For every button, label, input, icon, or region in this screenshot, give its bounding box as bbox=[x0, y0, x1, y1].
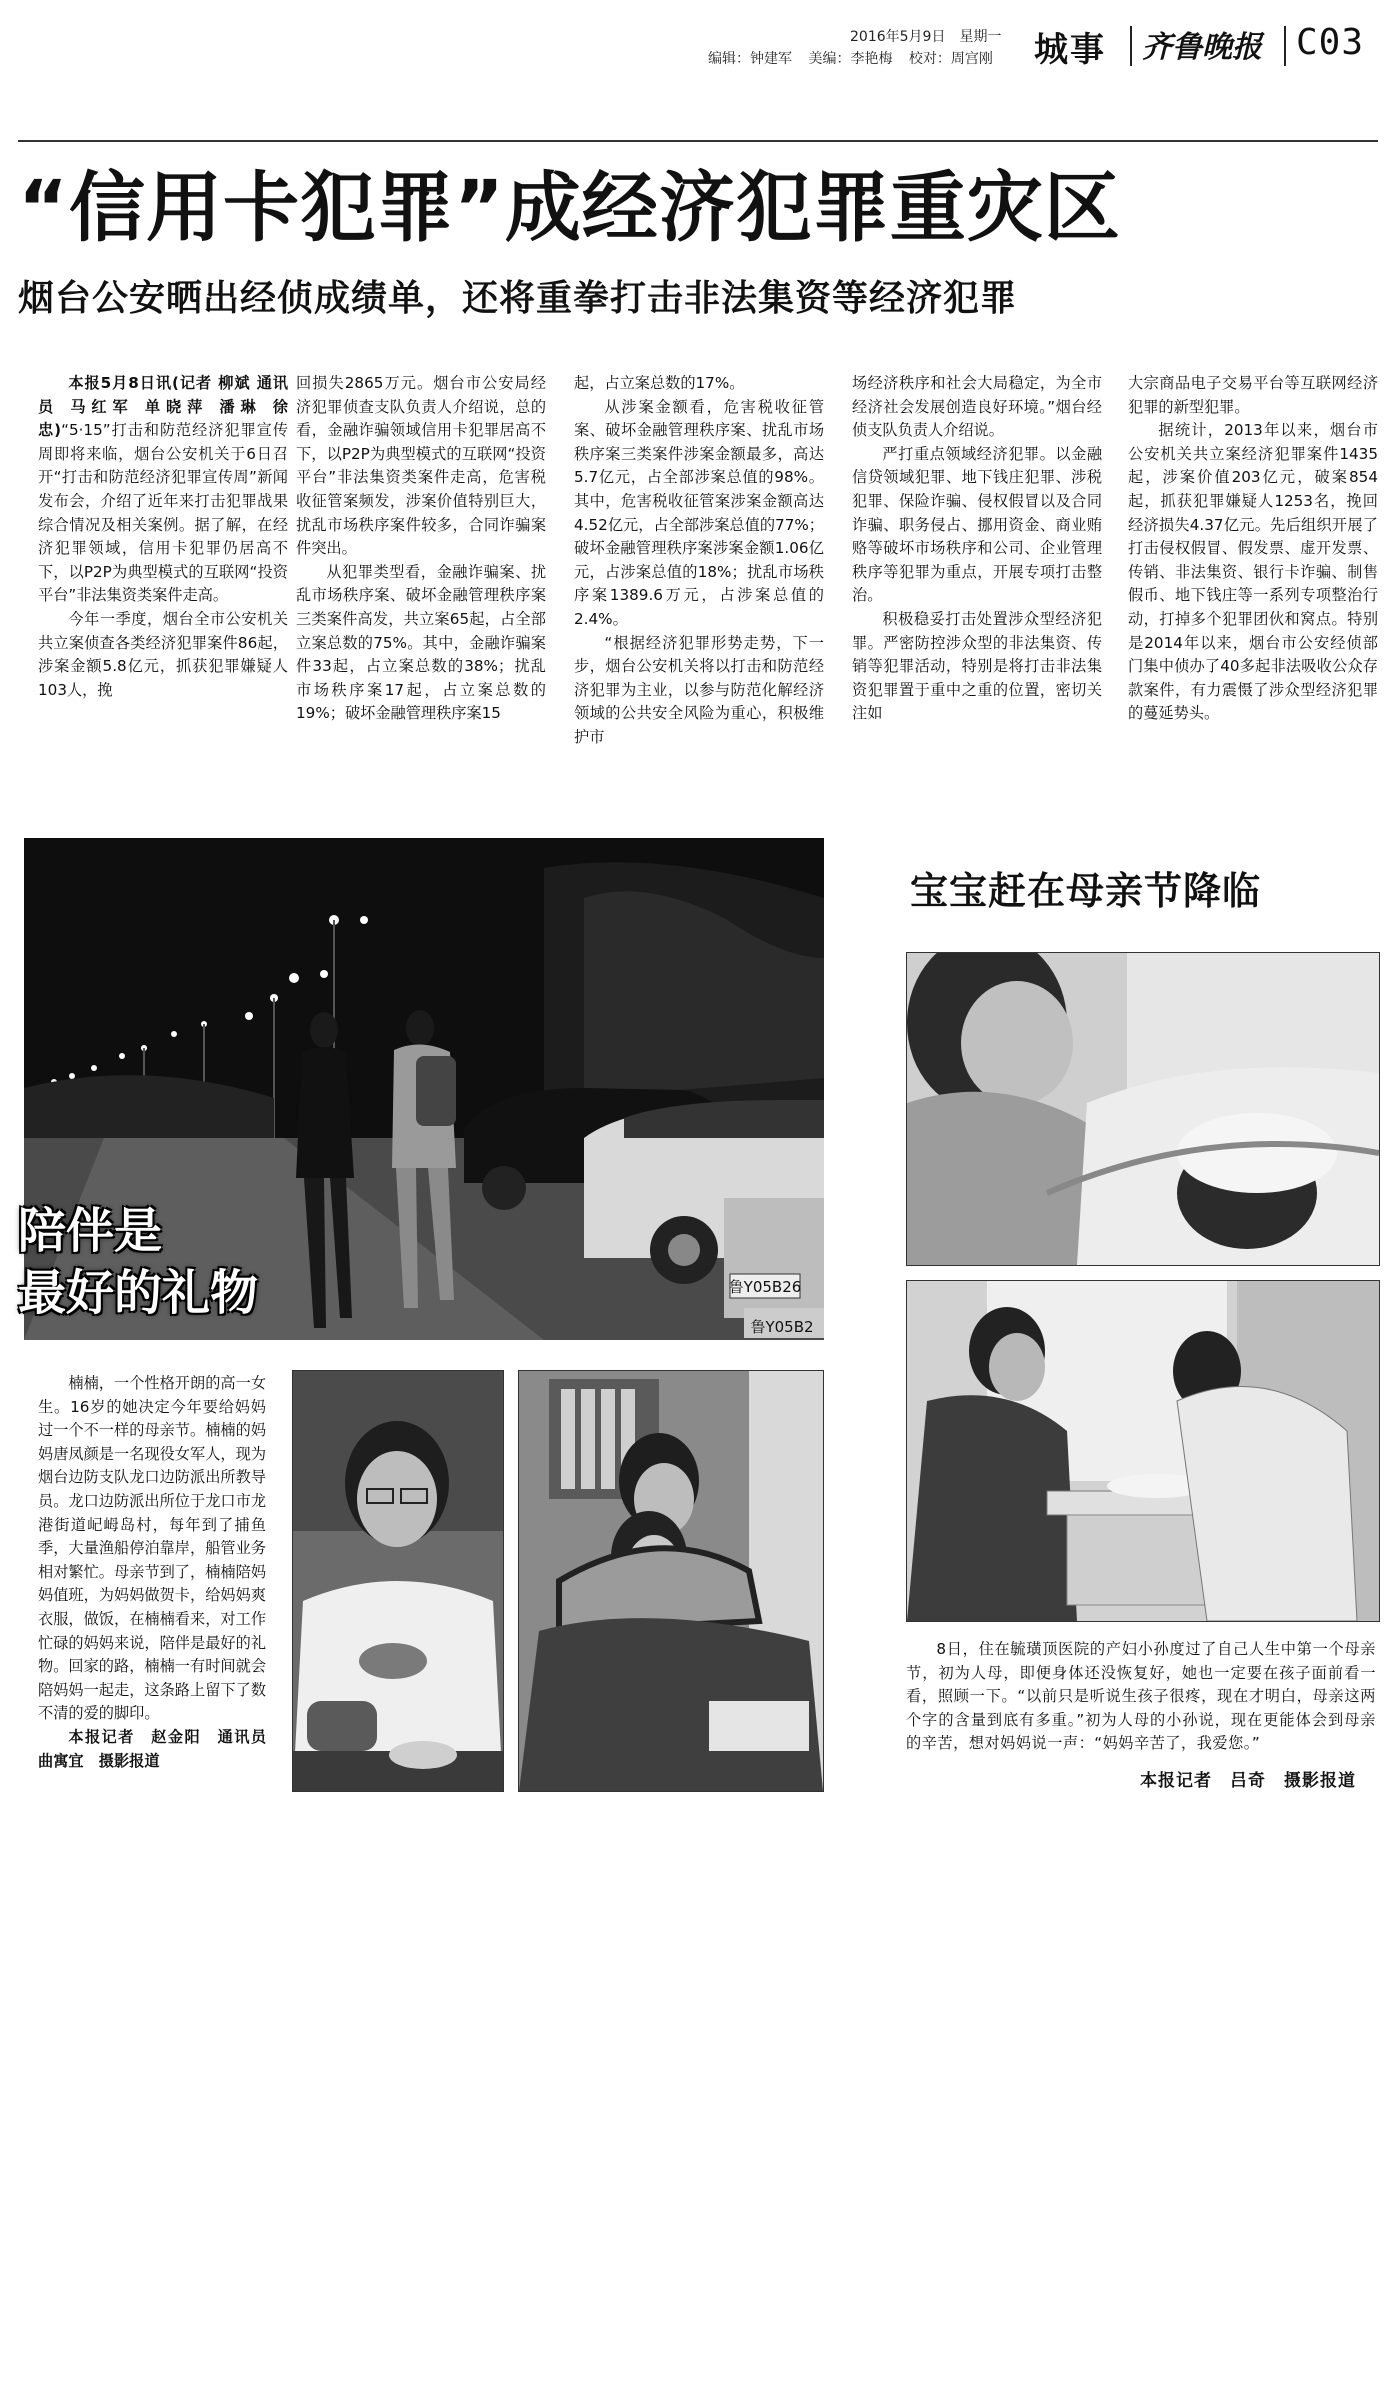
art-credit: 美编：李艳梅 bbox=[808, 51, 893, 67]
car-plate: 鲁Y05B2 bbox=[750, 1318, 814, 1336]
proof-credit: 校对：周宫刚 bbox=[908, 51, 993, 67]
story-byline: 本报记者 赵金阳 通讯员 曲寓宜 摄影报道 bbox=[38, 1727, 282, 1770]
article-paragraph: 回损失2865万元。烟台市公安局经济犯罪侦查支队负责人介绍说，总的看，金融诈骗领域信用卡犯罪居高不下，以P2P为典型模式的互联网“投资平台”非法集资类案件走高，危害税收征管案频发，涉案价值特别巨大，扰乱市场秩序案件较多，合同诈骗案件突出。 bbox=[296, 374, 546, 558]
left-photo-story bbox=[38, 1372, 282, 1773]
right-story-byline: 本报记者 吕奇 摄影报道 bbox=[1140, 1771, 1356, 1791]
ironing-photo bbox=[292, 1370, 504, 1792]
nurse-baby-photo bbox=[906, 1280, 1380, 1622]
section-name: 城事 bbox=[1034, 30, 1106, 70]
article-paragraph: 严打重点领域经济犯罪。以金融信贷领域犯罪、地下钱庄犯罪、涉税犯罪、保险诈骗、侵权假冒以及合同诈骗、职务侵占、挪用资金、商业贿赂等破坏市场秩序和公司、企业管理秩序等犯罪为重点，开展专项打击整治。 bbox=[852, 444, 1102, 605]
article-paragraph: 从涉案金额看，危害税收征管案、破坏金融管理秩序案、扰乱市场秩序案三类案件涉案金额最多，高达5.7亿元，占全部涉案总值的98%。其中，危害税收征管案涉案金额高达4.52亿元，占全部涉案总值的77%；破坏金融管理秩序案涉案金额1.06亿元，占涉案总值的18%；扰乱市场秩序案1389.6万元，占涉案总值的2.4%。 bbox=[574, 397, 824, 628]
article-column-3 bbox=[574, 372, 824, 750]
header-divider bbox=[1284, 26, 1286, 66]
article-paragraph: 大宗商品电子交易平台等互联网经济犯罪的新型犯罪。 bbox=[1128, 374, 1378, 416]
right-photo-story bbox=[906, 1638, 1376, 1756]
story-paragraph: 楠楠，一个性格开朗的高一女生。16岁的她决定今年要给妈妈过一个不一样的母亲节。楠楠的妈妈唐凤颜是一名现役女军人，现为烟台边防支队龙口边防派出所教导员。龙口边防派出所位于龙口市龙港街道屺㟂岛村，每年到了捕鱼季，大量渔船停泊靠岸，船管业务相对繁忙。母亲节到了，楠楠陪妈妈值班，为妈妈做贺卡，给妈妈爽衣服，做饭，在楠楠看来，对工作忙碌的妈妈来说，陪伴是最好的礼物。回家的路，楠楠一有时间就会陪妈妈一起走，这条路上留下了数不清的爱的脚印。 bbox=[38, 1374, 266, 1723]
car-plate: 鲁Y05B26 bbox=[728, 1278, 802, 1296]
photo-caption bbox=[18, 1200, 258, 1324]
article-column-2 bbox=[296, 372, 546, 726]
article-paragraph: 起，占立案总数的17%。 bbox=[574, 374, 745, 392]
article-paragraph: 场经济秩序和社会大局稳定，为全市经济社会发展创造良好环境。”烟台经侦支队负责人介绍说。 bbox=[852, 374, 1102, 440]
issue-date: 2016年5月9日 星期一 bbox=[850, 29, 1002, 45]
newspaper-logo: 齐鲁晚报 bbox=[1142, 30, 1262, 65]
article-paragraph: 据统计，2013年以来，烟台市公安机关共立案经济犯罪案件1435起，涉案价值203亿元，破案854起，抓获犯罪嫌疑人1253名，挽回经济损失4.37亿元。先后组织开展了打击侵权假冒、假发票、虚开发票、传销、非法集资、银行卡诈骗、制售假币、地下钱庄等一系列专项整治行动，打掉多个犯罪团伙和窝点。特别是2014年以来，烟台市公安经侦部门集中侦办了40多起非法吸收公众存款案件，有力震慑了涉众型经济犯罪的蔓延势头。 bbox=[1128, 421, 1378, 723]
editor-credit: 编辑：钟建军 bbox=[708, 51, 792, 67]
page-number: C03 bbox=[1296, 22, 1365, 63]
article-paragraph: 从犯罪类型看，金融诈骗案、扰乱市场秩序案、破坏金融管理秩序案三类案件高发，共立案65起，占全部立案总数的75%。其中，金融诈骗案件33起，占立案总数的38%；扰乱市场秩序案17起，占立案总数的19%；破坏金融管理秩序案15 bbox=[296, 562, 546, 723]
article-lead: 本报5月8日讯(记者 柳斌 通讯员 马红军 单晓萍 潘琳 徐忠) bbox=[38, 374, 288, 440]
sub-headline: 烟台公安晒出经侦成绩单，还将重拳打击非法集资等经济犯罪 bbox=[18, 278, 1018, 319]
main-headline: “信用卡犯罪”成经济犯罪重灾区 bbox=[18, 163, 1121, 252]
story-paragraph: 8日，住在毓璜顶医院的产妇小孙度过了自己人生中第一个母亲节，初为人母，即便身体还没恢复好，她也一定要在孩子面前看一看，照顾一下。“以前只是听说生孩子很疼，现在才明白，母亲这两个字的含量到底有多重。”初为人母的小孙说，现在更能体会到母亲的辛苦，想对妈妈说一声：“妈妈辛苦了，我爱您。” bbox=[906, 1640, 1376, 1753]
header-divider bbox=[1130, 26, 1132, 66]
caption-line: 最好的礼物 bbox=[18, 1265, 259, 1321]
mother-baby-photo bbox=[906, 952, 1380, 1266]
article-column-1 bbox=[38, 372, 288, 702]
article-column-4 bbox=[852, 372, 1102, 726]
staff-credits bbox=[708, 48, 1005, 68]
article-paragraph: 今年一季度，烟台全市公安机关共立案侦查各类经济犯罪案件86起，涉案金额5.8亿元，抓获犯罪嫌疑人103人，挽 bbox=[38, 609, 288, 699]
caption-line: 陪伴是 bbox=[18, 1203, 163, 1259]
article-paragraph: 积极稳妥打击处置涉众型经济犯罪。严密防控涉众型的非法集资、传销等犯罪活动，特别是将打击非法集资犯罪置于重中之重的位置，密切关注如 bbox=[852, 609, 1102, 723]
article-paragraph: “5·15”打击和防范经济犯罪宣传周即将来临，烟台公安机关于6日召开“打击和防范经济犯罪宣传周”新闻发布会，介绍了近年来打击犯罪战果综合情况及相关案例。据了解，在经济犯罪领域，信用卡犯罪仍居高不下，以P2P为典型模式的互联网“投资平台”非法集资类案件走高。 bbox=[38, 421, 288, 605]
article-column-5 bbox=[1128, 372, 1378, 726]
right-story-title: 宝宝赶在母亲节降临 bbox=[910, 869, 1262, 913]
header-rule bbox=[18, 140, 1378, 142]
hug-photo bbox=[518, 1370, 824, 1792]
article-paragraph: “根据经济犯罪形势走势，下一步，烟台公安机关将以打击和防范经济犯罪为主业，以参与防范化解经济领域的公共安全风险为重心，积极维护市 bbox=[574, 633, 824, 746]
